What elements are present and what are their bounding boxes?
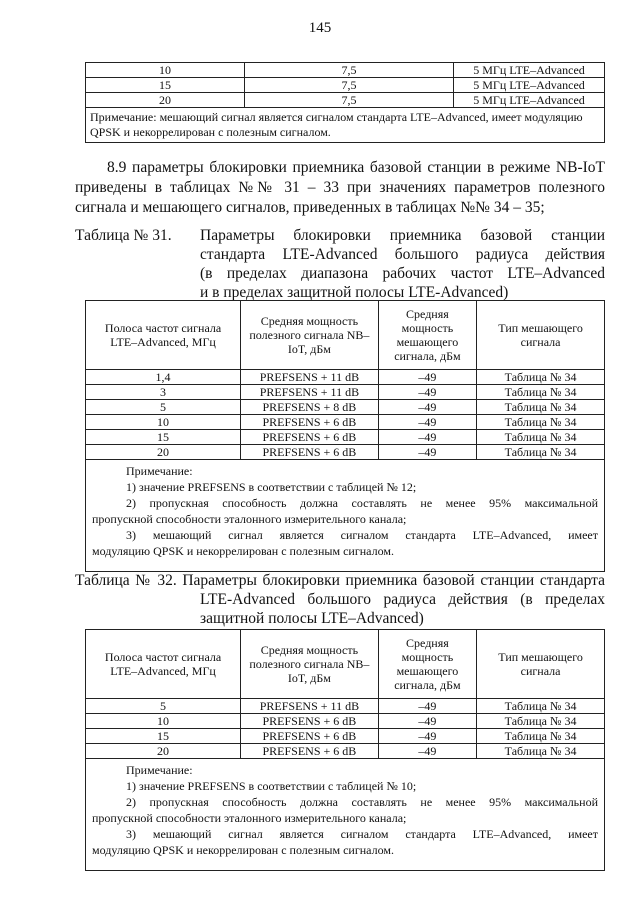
table-note: Примечание: мешающий сигнал является сигналом стандарта LTE–Advanced, имеет модуляцию QPSK и некоррелирован с полезным сигналом. [86,108,605,143]
table-cell: Таблица № 34 [477,370,605,385]
table-31 [85,300,605,572]
table-cell: PREFSENS + 6 dB [241,430,379,445]
table-cell: 5 МГц LTE–Advanced [454,93,605,108]
table-cell: 3 [86,385,241,400]
table-cell: 15 [86,430,241,445]
table-cell: 20 [86,445,241,460]
table31-label: Таблица № 31. [75,227,172,244]
table-cell: 10 [86,63,245,78]
table-row [86,415,605,430]
note-item: 3) мешающий сигнал является сигналом стандарта LTE–Advanced, имеет [126,528,598,542]
table-cell: Таблица № 34 [477,714,605,729]
table-note [86,460,605,572]
table-cell: 1,4 [86,370,241,385]
table-cell: –49 [378,699,476,714]
table-cell: 20 [86,93,245,108]
table-header-row [86,630,605,699]
caption-line: (в пределах диапазона рабочих частот LTE–Advanced [200,265,605,282]
column-header: Средняя мощность мешающего сигнала, дБм [378,630,476,699]
note-item: 1) значение PREFSENS в соответствии с таблицей № 10; [126,779,417,793]
table-cell: PREFSENS + 11 dB [241,699,379,714]
note-item: 2) пропускная способность должна составлять не менее 95% максимальной [126,795,598,809]
column-header: Полоса частот сигнала LTE–Advanced, МГц [86,630,241,699]
table-cell: PREFSENS + 11 dB [241,370,379,385]
table-row [86,385,605,400]
note-item: 2) пропускная способность должна составлять не менее 95% максимальной [126,496,598,510]
table-cell: PREFSENS + 8 dB [241,400,379,415]
table-row [86,699,605,714]
table-cell: 20 [86,744,241,759]
table-cell: 7,5 [245,63,454,78]
caption-line: и в пределах защитной полосы LTE-Advanced) [200,284,509,301]
table-cell: 10 [86,714,241,729]
table-cell: 10 [86,415,241,430]
column-header: Тип мешающего сигнала [477,301,605,370]
table-cell: PREFSENS + 11 dB [241,385,379,400]
table32-caption [75,571,605,628]
table-row [86,729,605,744]
table-cell: –49 [378,714,476,729]
caption-line: Параметры блокировки приемника базовой станции [200,227,605,244]
note-item: модуляцию QPSK и некоррелирован с полезным сигналом. [92,544,394,558]
table-cell: 15 [86,78,245,93]
column-header: Средняя мощность полезного сигнала NB–IoT, дБм [241,630,379,699]
table-cell: Таблица № 34 [477,430,605,445]
column-header: Полоса частот сигнала LTE–Advanced, МГц [86,301,241,370]
table-cell: –49 [378,400,476,415]
table-cell: –49 [378,385,476,400]
table-cell: –49 [378,430,476,445]
table-note-row [86,108,605,143]
table-cell: –49 [378,744,476,759]
table-cell: Таблица № 34 [477,744,605,759]
note-item: пропускной способности эталонного измерительного канала; [92,811,407,825]
note-item: 3) мешающий сигнал является сигналом стандарта LTE–Advanced, имеет [126,827,598,841]
column-header: Средняя мощность мешающего сигнала, дБм [378,301,476,370]
table-cell: 5 МГц LTE–Advanced [454,78,605,93]
table32-label: Таблица № 32. Параметры блокировки приемника базовой станции стандарта [75,572,605,589]
table-row [86,93,605,108]
note-item: пропускной способности эталонного измерительного канала; [92,512,407,526]
table-cell: Таблица № 34 [477,699,605,714]
paragraph-8-9: 8.9 параметры блокировки приемника базовой станции в режиме NB-IoT приведены в таблицах №№ 31 – 33 при значениях параметров полезного сигнала и мешающего сигналов, приведенных в таблицах №№ 34 – 35; [75,159,605,216]
caption-line: стандарта LTE-Advanced большого радиуса действия [200,246,605,263]
table-note-row [86,759,605,871]
table-cell: Таблица № 34 [477,445,605,460]
table-cell: PREFSENS + 6 dB [241,714,379,729]
table-row [86,370,605,385]
table-cell: 7,5 [245,93,454,108]
table-row [86,445,605,460]
note-title: Примечание: [126,763,193,777]
table-cell: 5 [86,699,241,714]
table-row [86,78,605,93]
table-row [86,430,605,445]
column-header: Средняя мощность полезного сигнала NB–IoT, дБм [241,301,379,370]
table-header-row [86,301,605,370]
table-cell: 7,5 [245,78,454,93]
table-cell: Таблица № 34 [477,415,605,430]
table-row [86,744,605,759]
table-cell: –49 [378,729,476,744]
table-cell: PREFSENS + 6 dB [241,445,379,460]
table-row [86,714,605,729]
table-cell: 5 МГц LTE–Advanced [454,63,605,78]
table-cell: Таблица № 34 [477,385,605,400]
table-cell: –49 [378,415,476,430]
table-cell: PREFSENS + 6 dB [241,744,379,759]
continuation-table [85,62,605,143]
table-cell: Таблица № 34 [477,729,605,744]
page-number: 145 [308,20,332,36]
caption-line: защитной полосы LTE–Advanced) [200,610,424,627]
table-cell: –49 [378,370,476,385]
table-cell: 5 [86,400,241,415]
table-row [86,400,605,415]
table-cell: PREFSENS + 6 dB [241,729,379,744]
table-cell: PREFSENS + 6 dB [241,415,379,430]
note-title: Примечание: [126,464,193,478]
table-32 [85,629,605,871]
table-note [86,759,605,871]
table-note-row [86,460,605,572]
table-row [86,63,605,78]
caption-line: LTE-Advanced большого радиуса действия (в пределах [200,591,605,608]
table-cell: Таблица № 34 [477,400,605,415]
table-cell: 15 [86,729,241,744]
column-header: Тип мешающего сигнала [477,630,605,699]
note-item: модуляцию QPSK и некоррелирован с полезным сигналом. [92,843,394,857]
note-item: 1) значение PREFSENS в соответствии с таблицей № 12; [126,480,417,494]
table-cell: –49 [378,445,476,460]
